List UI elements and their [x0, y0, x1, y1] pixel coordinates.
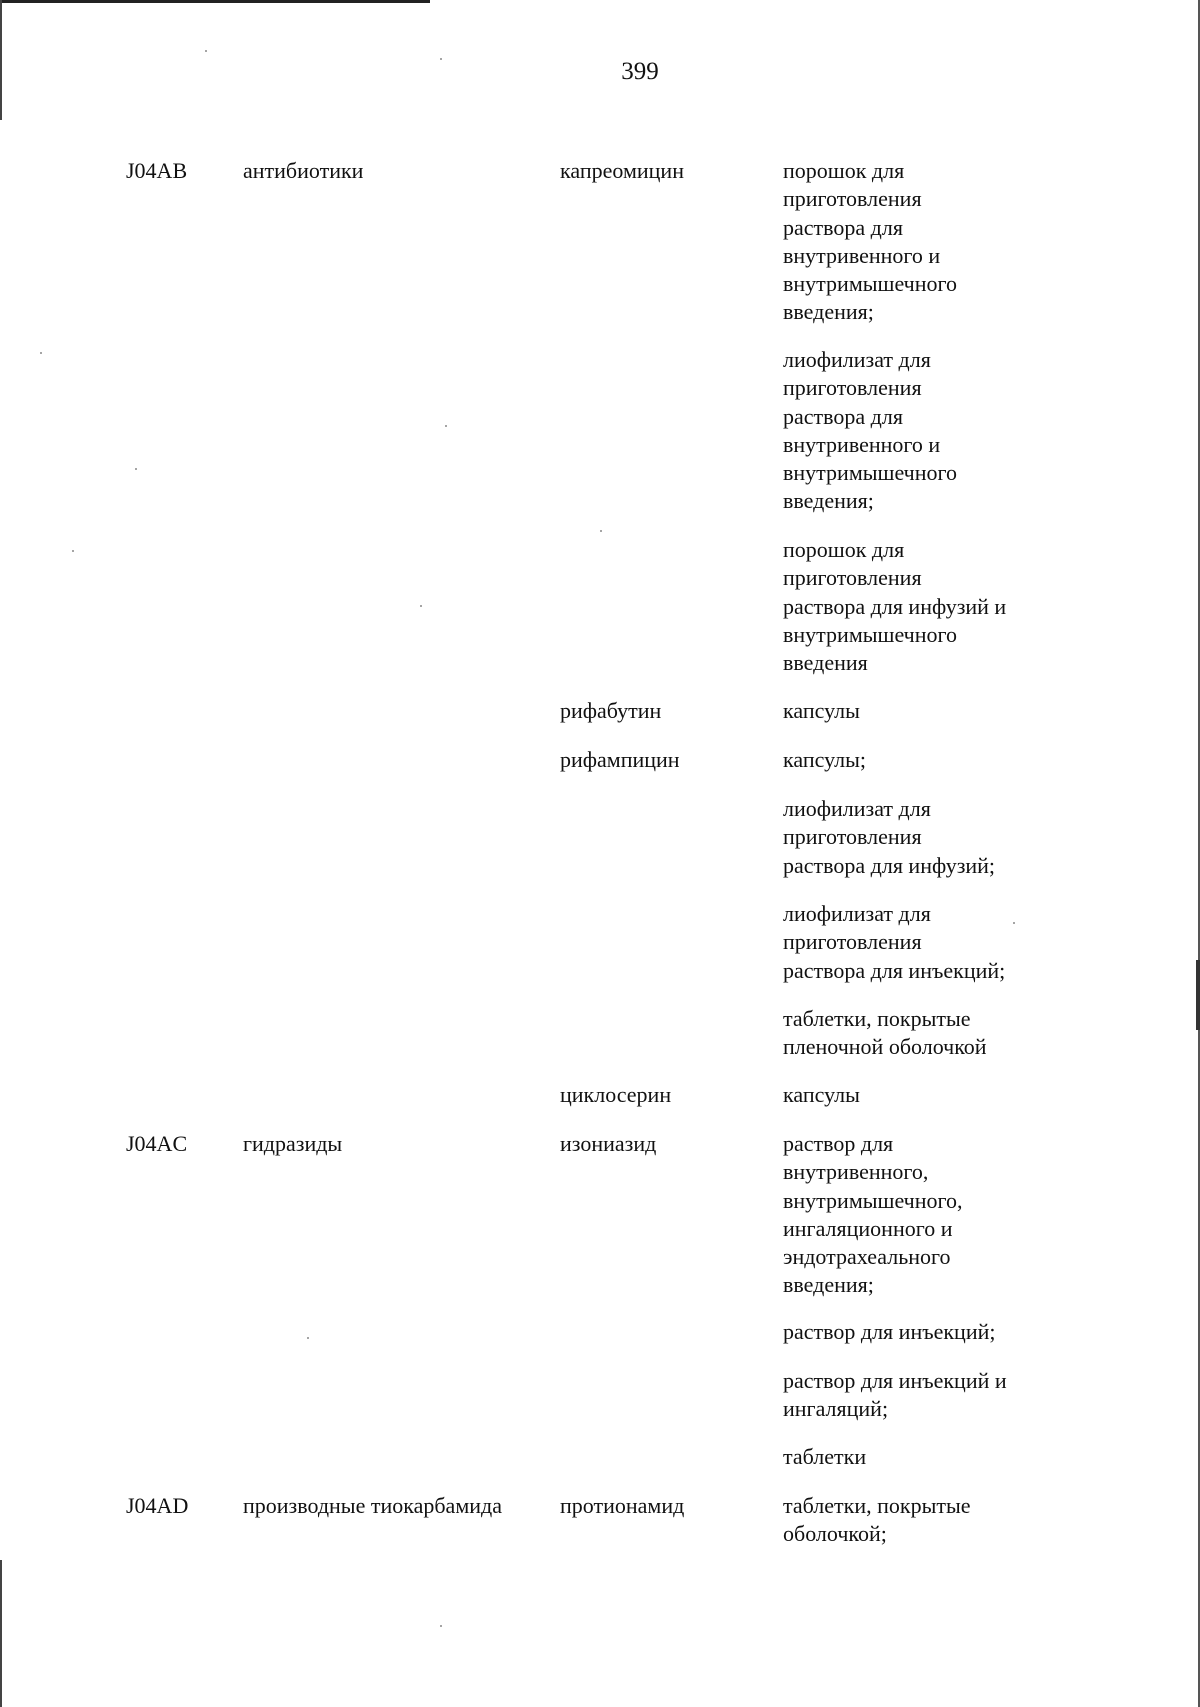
drug-name: рифампицин	[560, 747, 680, 772]
dosage-form: лиофилизат для приготовления раствора для инъекций;	[783, 901, 1006, 983]
scan-speck	[307, 1337, 309, 1339]
scan-mark-right	[1196, 960, 1200, 1030]
scan-speck	[420, 605, 422, 607]
scan-speck	[440, 1625, 442, 1627]
scan-border-bottom-left	[0, 1560, 2, 1707]
scan-speck	[205, 50, 207, 52]
scan-speck	[445, 425, 447, 427]
dosage-form: капсулы	[783, 698, 860, 723]
drug-group: гидразиды	[243, 1131, 343, 1156]
dosage-form: порошок для приготовления раствора для внутривенного и внутримышечного введения;	[783, 158, 957, 325]
dosage-form: таблетки, покрытые пленочной оболочкой	[783, 1006, 987, 1060]
dosage-form: капсулы;	[783, 747, 866, 772]
dosage-form: капсулы	[783, 1082, 860, 1107]
drug-name: капреомицин	[560, 158, 684, 183]
dosage-form: таблетки, покрытые оболочкой;	[783, 1493, 971, 1547]
drug-name: протионамид	[560, 1493, 685, 1518]
page-number: 399	[621, 58, 659, 85]
scan-speck	[600, 530, 602, 532]
drug-name: изониазид	[560, 1131, 657, 1156]
dosage-form: лиофилизат для приготовления раствора для инфузий;	[783, 796, 996, 878]
drug-name: рифабутин	[560, 698, 662, 723]
dosage-form: раствор для внутривенного, внутримышечного, ингаляционного и эндотрахеального введения;	[783, 1131, 963, 1298]
atc-code: J04AC	[126, 1131, 188, 1156]
dosage-form: раствор для инъекций;	[783, 1319, 996, 1344]
scan-speck	[40, 352, 42, 354]
scan-speck	[135, 468, 137, 470]
dosage-form: раствор для инъекций и ингаляций;	[783, 1368, 1007, 1422]
dosage-form: порошок для приготовления раствора для инфузий и внутримышечного введения	[783, 537, 1007, 676]
drug-group: антибиотики	[243, 158, 364, 183]
atc-code: J04AD	[126, 1493, 189, 1518]
drug-group: производные тиокарбамида	[243, 1493, 502, 1518]
atc-code: J04AB	[126, 158, 188, 183]
drug-name: циклосерин	[560, 1082, 672, 1107]
dosage-form: таблетки	[783, 1444, 867, 1469]
dosage-form: лиофилизат для приготовления раствора для внутривенного и внутримышечного введения;	[783, 347, 957, 514]
scan-speck	[72, 550, 74, 552]
scan-border-top	[0, 0, 430, 3]
